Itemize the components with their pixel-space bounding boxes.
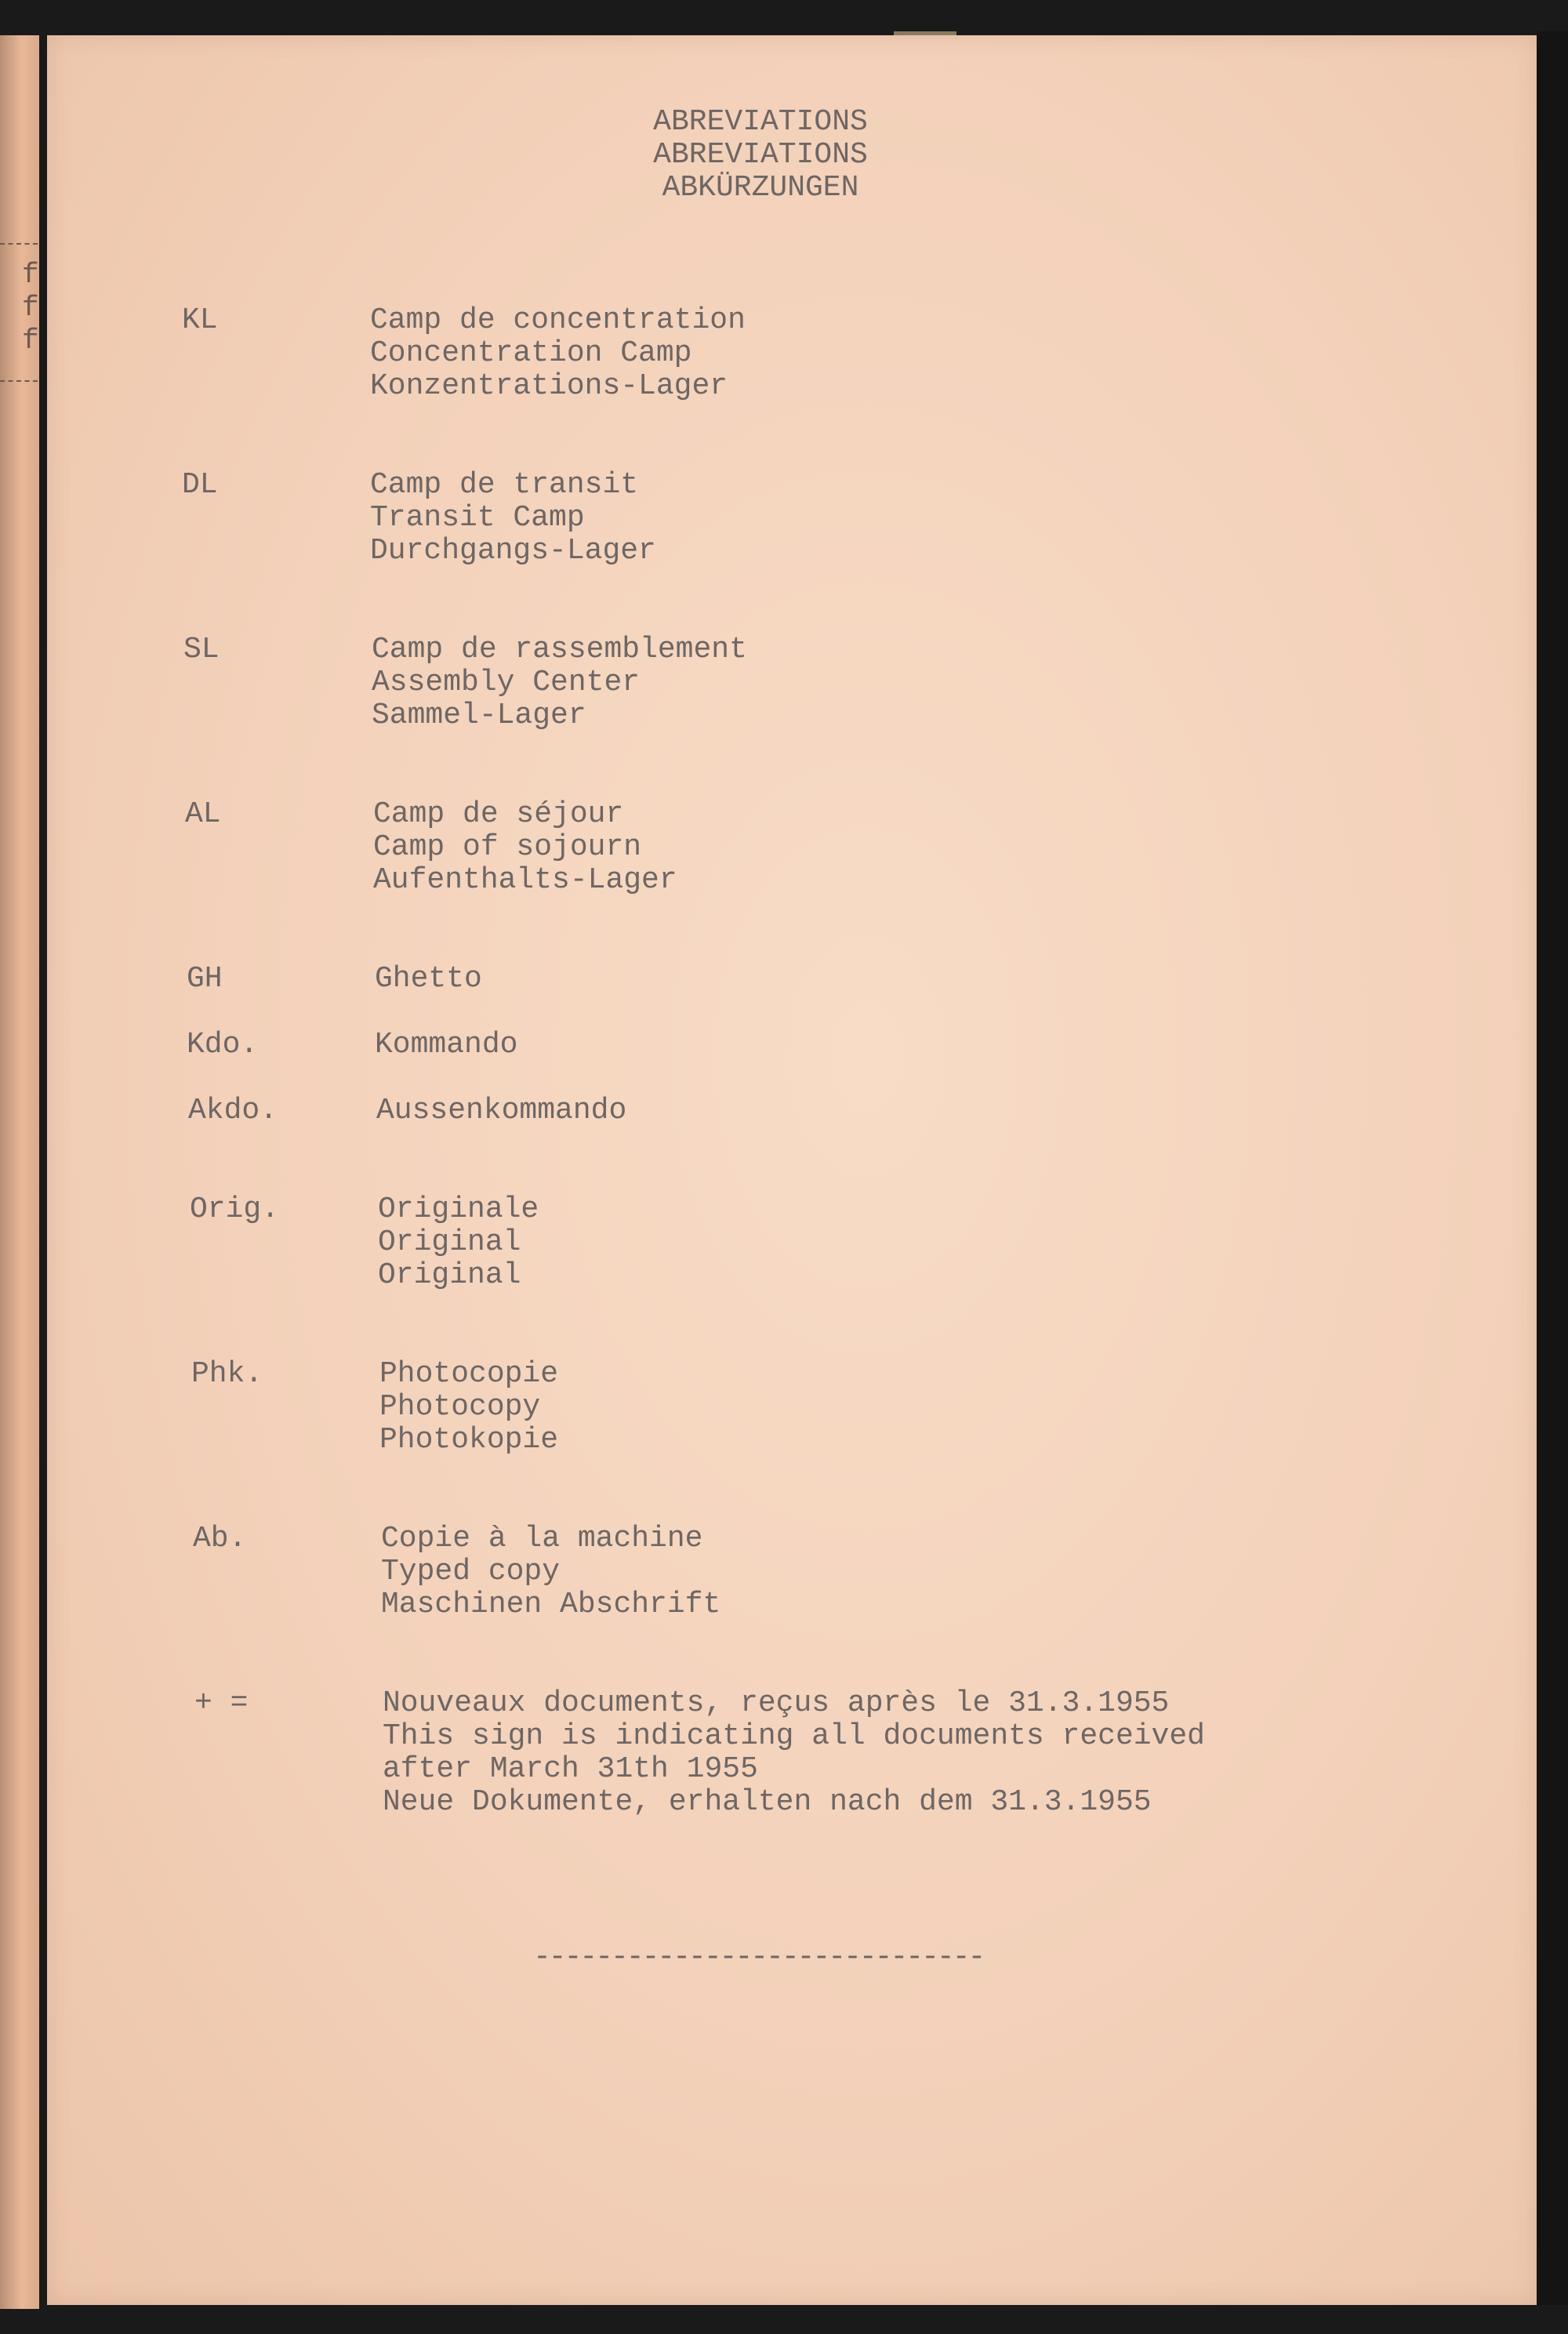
abbreviation: Orig. <box>190 1192 280 1226</box>
definition-french: Photocopie <box>379 1357 559 1391</box>
header-line-english: ABREVIATIONS <box>653 138 868 172</box>
definition-german: Konzentrations-Lager <box>370 369 728 403</box>
definition-english: Assembly Center <box>372 666 641 699</box>
definition: Aussenkommando <box>376 1094 627 1127</box>
definitions <box>381 1523 720 1621</box>
abbreviation: KL <box>182 303 218 337</box>
adjacent-page-edge <box>0 35 39 2309</box>
definition-english: Transit Camp <box>370 501 585 535</box>
definitions <box>379 1358 558 1457</box>
definition-english-continued: after March 31th 1955 <box>383 1752 758 1786</box>
definition-french: Camp de séjour <box>373 797 624 831</box>
definition-french: Camp de transit <box>370 468 639 502</box>
definition-english: This sign is indicating all documents received <box>383 1719 1205 1753</box>
adjacent-page-char: f <box>22 259 39 291</box>
definitions <box>370 304 746 403</box>
abbreviation: DL <box>182 468 218 502</box>
definition-german: Original <box>378 1258 521 1292</box>
definition-french: Copie à la machine <box>381 1522 703 1555</box>
abbreviation: Akdo. <box>188 1094 278 1127</box>
abbreviation: + = <box>194 1686 249 1720</box>
definitions <box>375 1029 517 1062</box>
definition-german: Durchgangs-Lager <box>370 534 656 568</box>
abbreviation: Kdo. <box>187 1028 259 1062</box>
document-page <box>47 35 1537 2305</box>
abbreviation: AL <box>185 797 221 831</box>
definitions <box>373 798 677 897</box>
definition-english: Photocopy <box>379 1390 541 1424</box>
header-line-french: ABREVIATIONS <box>653 105 868 139</box>
definition-german: Photokopie <box>379 1423 559 1457</box>
definition-german: Neue Dokumente, erhalten nach dem 31.3.1955 <box>383 1785 1152 1819</box>
definition-french: Originale <box>378 1192 539 1226</box>
definition-english: Original <box>378 1225 521 1259</box>
closing-dash-rule: ----------------------------- <box>533 1940 984 1974</box>
definition-german: Aufenthalts-Lager <box>373 863 677 897</box>
definitions <box>378 1193 539 1292</box>
abbreviation: GH <box>187 962 223 996</box>
definition-english: Concentration Camp <box>370 336 692 370</box>
page-header <box>596 106 925 205</box>
definition: Ghetto <box>375 962 482 996</box>
abbreviation: Ab. <box>193 1522 247 1555</box>
adjacent-page-dash-line <box>0 243 38 245</box>
header-line-german: ABKÜRZUNGEN <box>662 171 859 205</box>
definitions <box>370 469 656 568</box>
definition-german: Maschinen Abschrift <box>381 1588 721 1621</box>
definition-german: Sammel-Lager <box>372 699 586 732</box>
adjacent-page-char: f <box>22 325 39 357</box>
definition-english: Camp of sojourn <box>373 830 642 864</box>
definition-french: Camp de rassemblement <box>372 633 747 666</box>
definition: Kommando <box>375 1028 518 1062</box>
definitions <box>383 1687 1205 1819</box>
adjacent-page-char: f <box>22 292 39 324</box>
definitions <box>376 1094 626 1127</box>
abbreviation: SL <box>183 633 220 666</box>
definition-french: Camp de concentration <box>370 303 746 337</box>
scan-background-edge <box>1537 31 1568 2305</box>
definitions <box>372 633 747 732</box>
definition-english: Typed copy <box>381 1555 561 1588</box>
definitions <box>375 963 482 996</box>
adjacent-page-dash-line <box>0 380 38 382</box>
definition-french: Nouveaux documents, reçus après le 31.3.1955 <box>383 1686 1170 1720</box>
abbreviation: Phk. <box>191 1357 263 1391</box>
